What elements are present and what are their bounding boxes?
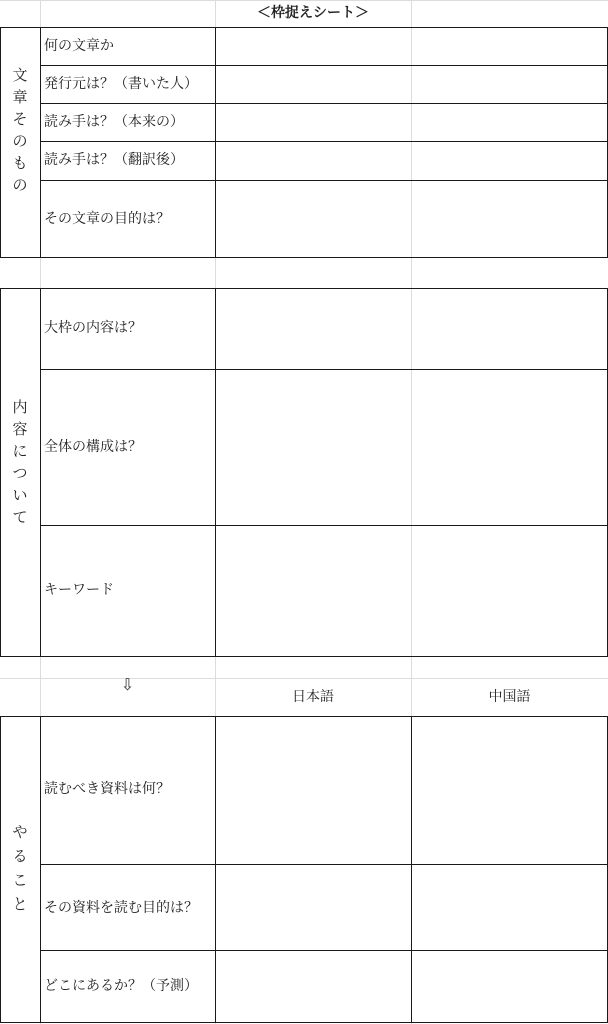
border bbox=[40, 950, 608, 951]
section-label-document: 文 章 そ の も の bbox=[12, 66, 28, 194]
border bbox=[40, 525, 608, 526]
border bbox=[0, 257, 608, 258]
row-label-keywords: キーワード bbox=[44, 582, 114, 598]
row-label-location: どこにあるか？（予測） bbox=[44, 978, 198, 994]
border bbox=[40, 65, 608, 66]
border bbox=[215, 716, 216, 1023]
border bbox=[0, 288, 608, 289]
border bbox=[215, 288, 216, 657]
border bbox=[40, 864, 608, 865]
border bbox=[40, 27, 41, 258]
sheet-title: ＜枠捉えシート＞ bbox=[257, 5, 369, 21]
section-label-todo: や る こ と bbox=[12, 823, 28, 913]
row-label-what-document: 何の文章か bbox=[44, 38, 114, 54]
row-label-reader-original: 読み手は？（本来の） bbox=[44, 114, 184, 130]
row-label-document-purpose: その文章の目的は？ bbox=[44, 211, 170, 227]
border bbox=[40, 288, 41, 657]
column-header-japanese: 日本語 bbox=[292, 689, 334, 705]
border bbox=[40, 180, 608, 181]
border bbox=[411, 716, 412, 1023]
border bbox=[40, 369, 608, 370]
row-label-materials: 読むべき資料は何？ bbox=[44, 781, 170, 797]
border bbox=[0, 1022, 608, 1023]
column-header-chinese: 中国語 bbox=[488, 689, 531, 705]
row-label-publisher: 発行元は？（書いた人） bbox=[44, 76, 198, 92]
border bbox=[0, 716, 608, 717]
row-label-overview: 大枠の内容は？ bbox=[44, 320, 142, 336]
border bbox=[40, 716, 41, 1023]
gridline bbox=[0, 0, 608, 1]
row-label-reader-translated: 読み手は？（翻訳後） bbox=[44, 152, 184, 168]
section-label-content: 内 容 に つ い て bbox=[12, 398, 28, 526]
down-arrow-icon: ⇩ bbox=[120, 675, 135, 694]
row-label-materials-purpose: その資料を読む目的は？ bbox=[44, 900, 198, 916]
border bbox=[40, 141, 608, 142]
border bbox=[0, 27, 608, 28]
border bbox=[215, 27, 216, 258]
border bbox=[40, 103, 608, 104]
row-label-structure: 全体の構成は？ bbox=[44, 439, 142, 455]
border bbox=[0, 656, 608, 657]
